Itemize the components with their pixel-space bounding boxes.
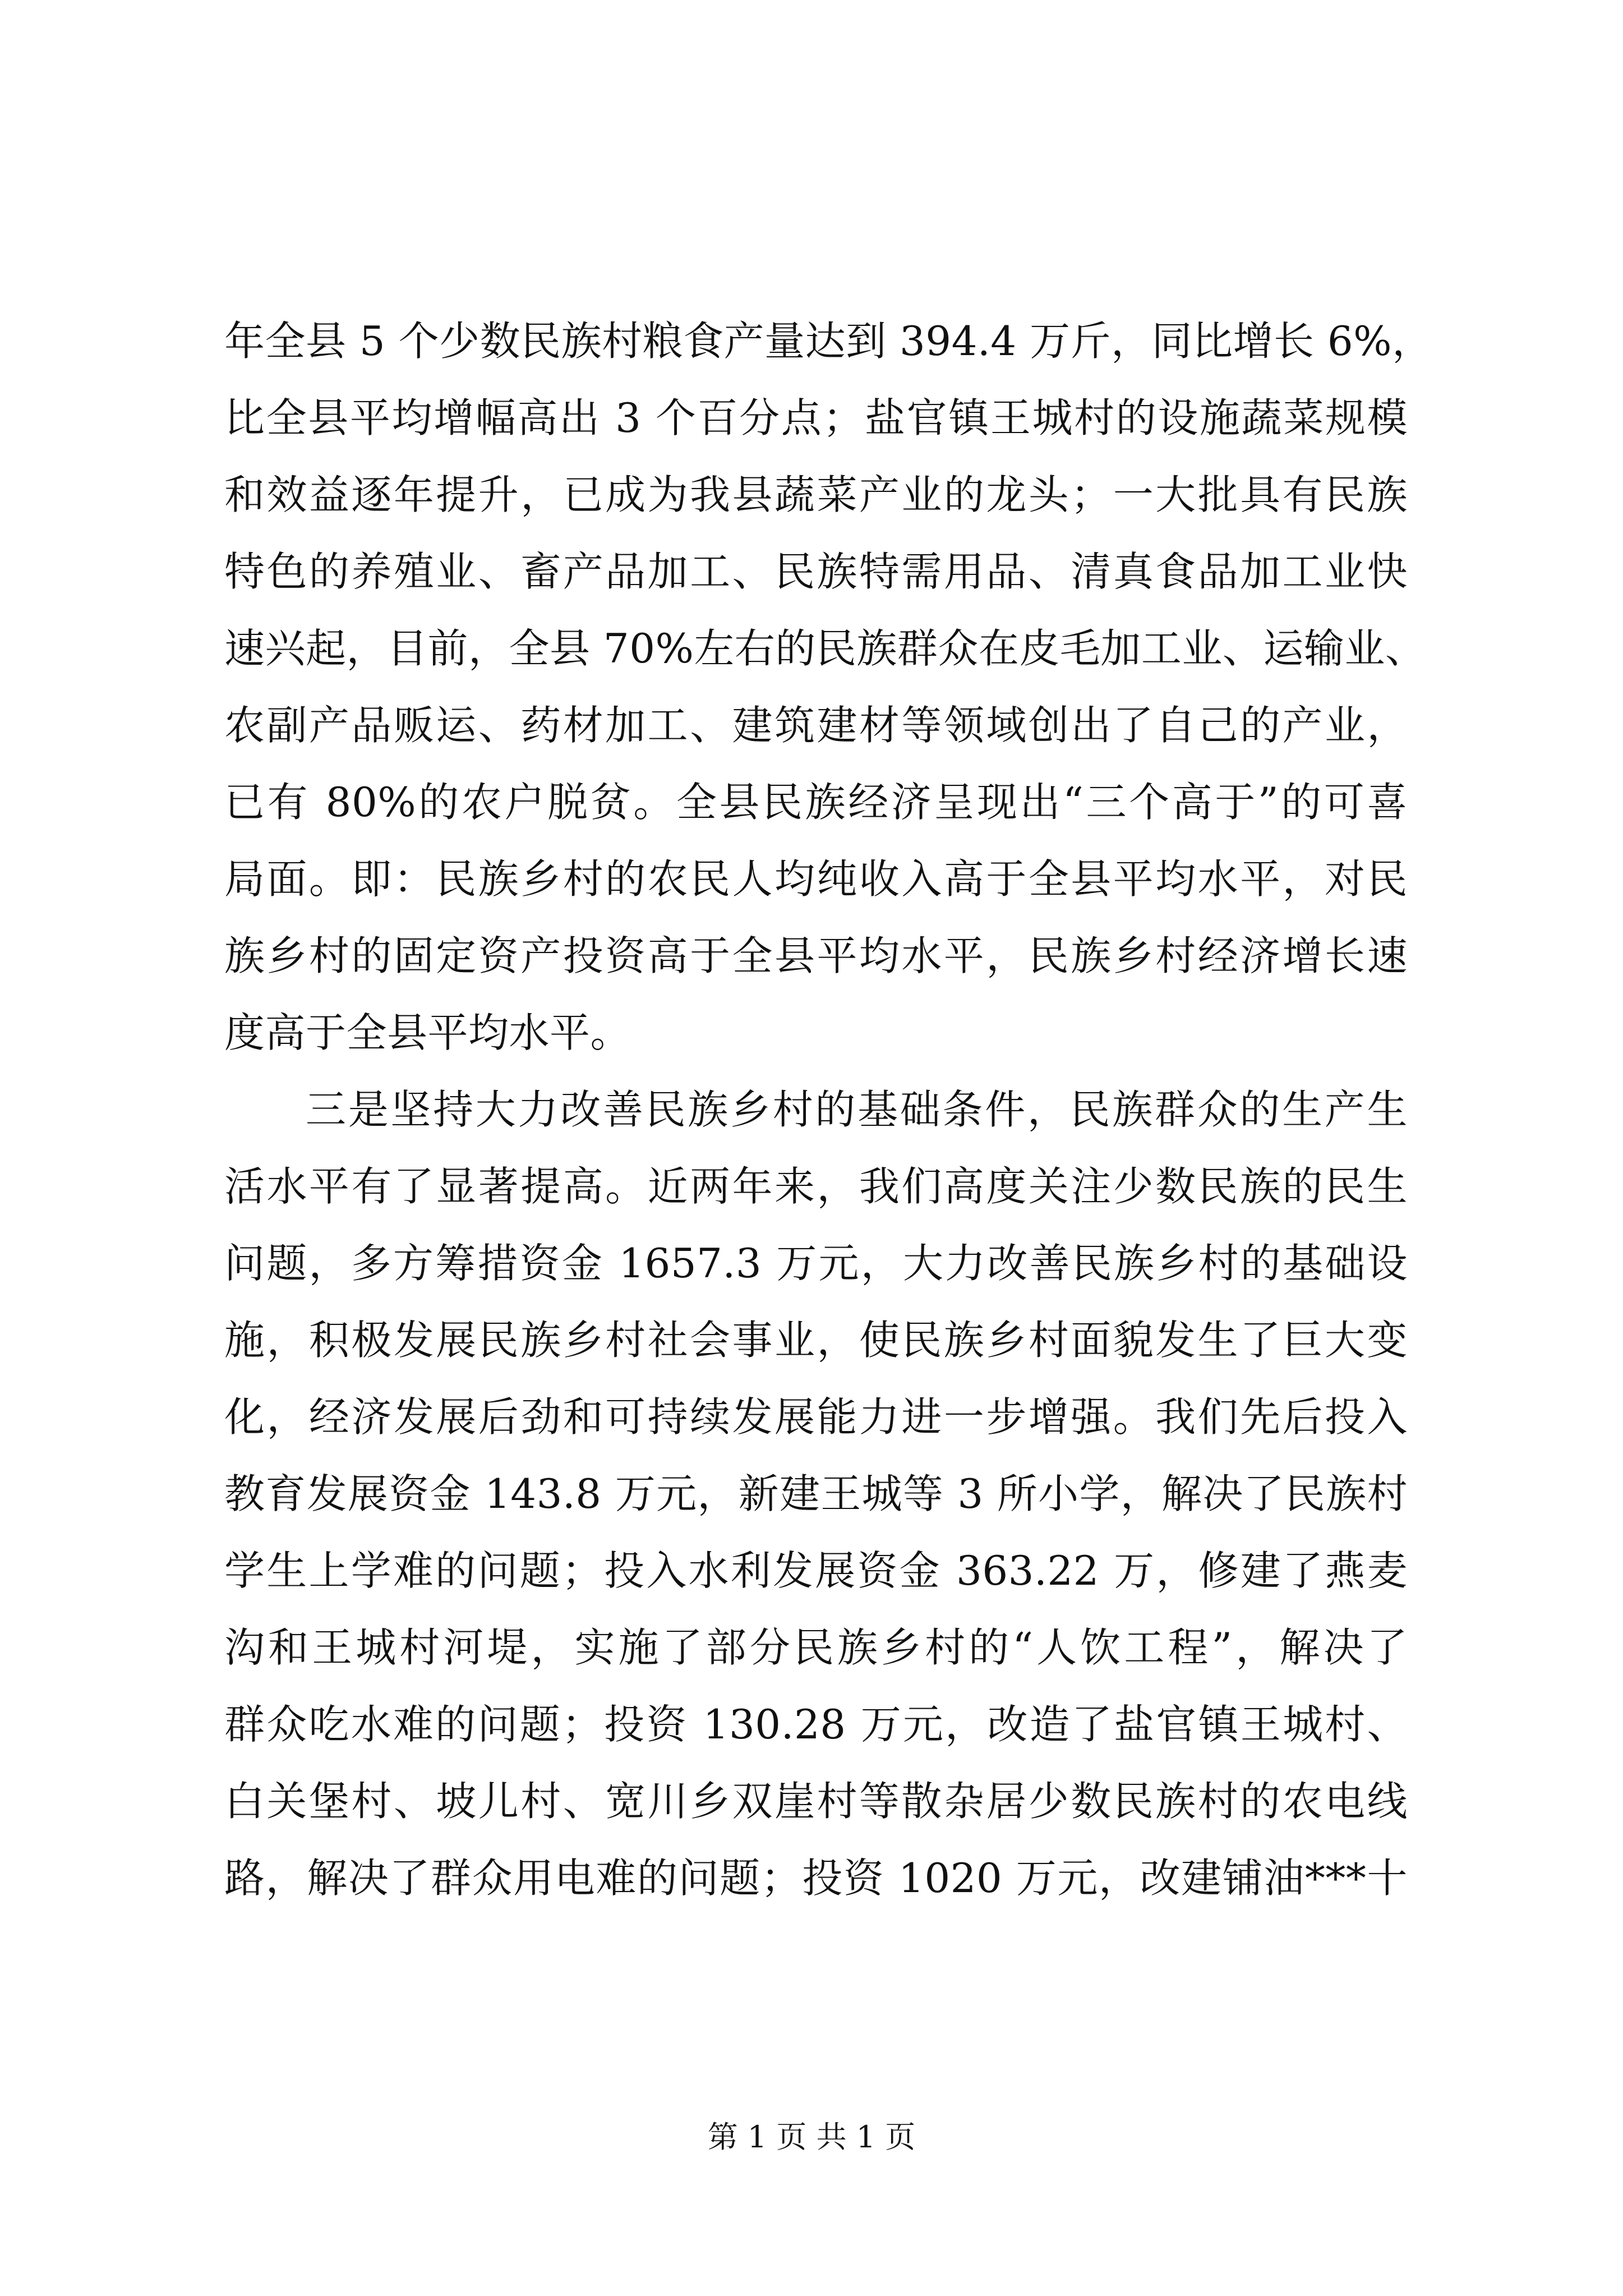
text-line: 施，积极发展民族乡村社会事业，使民族乡村面貌发生了巨大变 bbox=[224, 1317, 1408, 1364]
document-body bbox=[224, 303, 1433, 1917]
text-line: 已有 80%的农户脱贫。全县民族经济呈现出“三个高于”的可喜 bbox=[224, 779, 1408, 826]
text-line: 教育发展资金 143.8 万元，新建王城等 3 所小学，解决了民族村 bbox=[224, 1470, 1408, 1517]
text-line: 路，解决了群众用电难的问题；投资 1020 万元，改建铺油***十 bbox=[224, 1855, 1408, 1902]
text-line: 和效益逐年提升，已成为我县蔬菜产业的龙头；一大批具有民族 bbox=[224, 471, 1408, 518]
page-number-footer: 第 1 页 共 1 页 bbox=[707, 2119, 916, 2155]
text-line: 三是坚持大力改善民族乡村的基础条件，民族群众的生产生 bbox=[306, 1086, 1408, 1133]
text-line: 农副产品贩运、药材加工、建筑建材等领域创出了自己的产业， bbox=[224, 702, 1408, 749]
text-line: 族乡村的固定资产投资高于全县平均水平，民族乡村经济增长速 bbox=[224, 932, 1408, 979]
text-line: 群众吃水难的问题；投资 130.28 万元，改造了盐官镇王城村、 bbox=[224, 1701, 1408, 1748]
text-line: 速兴起，目前，全县 70%左右的民族群众在皮毛加工业、运输业、 bbox=[224, 625, 1426, 672]
text-line: 活水平有了显著提高。近两年来，我们高度关注少数民族的民生 bbox=[224, 1163, 1408, 1210]
text-line: 局面。即：民族乡村的农民人均纯收入高于全县平均水平，对民 bbox=[224, 855, 1408, 903]
text-line: 学生上学难的问题；投入水利发展资金 363.22 万，修建了燕麦 bbox=[224, 1547, 1408, 1594]
paragraph-infrastructure bbox=[224, 1071, 1408, 1917]
paragraph-economy bbox=[224, 303, 1433, 1071]
text-line: 特色的养殖业、畜产品加工、民族特需用品、清真食品加工业快 bbox=[224, 548, 1408, 595]
text-line: 白关堡村、坡儿村、宽川乡双崖村等散杂居少数民族村的农电线 bbox=[224, 1778, 1408, 1825]
text-line: 比全县平均增幅高出 3 个百分点；盐官镇王城村的设施蔬菜规模 bbox=[224, 394, 1408, 441]
text-line: 问题，多方筹措资金 1657.3 万元，大力改善民族乡村的基础设 bbox=[224, 1240, 1408, 1287]
text-line: 度高于全县平均水平。 bbox=[224, 1009, 631, 1056]
text-line: 化，经济发展后劲和可持续发展能力进一步增强。我们先后投入 bbox=[224, 1393, 1408, 1441]
text-line: 沟和王城村河堤，实施了部分民族乡村的“人饮工程”，解决了 bbox=[224, 1624, 1408, 1671]
text-line: 年全县 5 个少数民族村粮食产量达到 394.4 万斤，同比增长 6%， bbox=[224, 318, 1433, 365]
